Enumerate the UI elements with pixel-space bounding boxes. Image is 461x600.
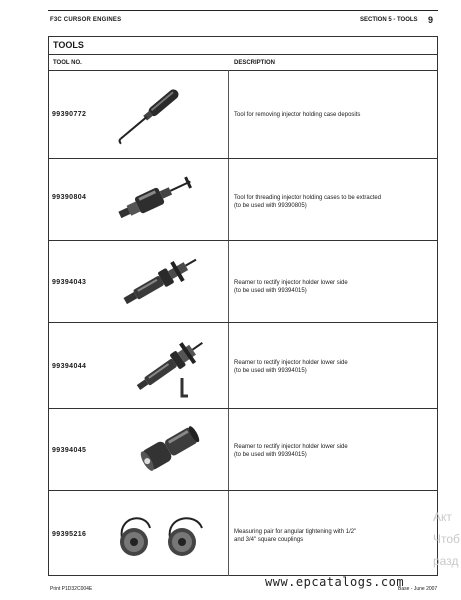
tool-number: 99394044 <box>52 363 87 370</box>
description-line: Reamer to rectify injector holder lower side <box>234 444 348 450</box>
watermark-url: www.epcatalogs.com <box>265 575 405 589</box>
header-rule <box>48 10 438 11</box>
description-line: Reamer to rectify injector holder lower side <box>234 360 348 366</box>
row-divider <box>48 240 438 241</box>
tool-description <box>234 359 434 375</box>
description-line: (to be used with 99394015) <box>234 368 307 374</box>
tool-description <box>234 279 434 295</box>
tool-number: 99390772 <box>52 111 87 118</box>
row-divider <box>48 408 438 409</box>
header-section-title: SECTION 5 - TOOLS <box>360 17 418 23</box>
tool-description <box>234 111 434 119</box>
description-line: Tool for removing injector holding case deposits <box>234 112 361 118</box>
column-header-description: DESCRIPTION <box>234 60 276 66</box>
description-line: Reamer to rectify injector holder lower side <box>234 280 348 286</box>
tool-description <box>234 443 434 459</box>
background-text-fragment: Акт <box>433 510 452 524</box>
description-line: Measuring pair for angular tightening with 1/2" <box>234 529 357 535</box>
column-header-divider <box>48 70 438 71</box>
footer-print-code: Print P1D32C004E <box>50 586 93 592</box>
background-text-fragment: разд <box>433 554 459 568</box>
description-line: and 3/4" square couplings <box>234 537 304 543</box>
description-line: (to be used with 99394015) <box>234 288 307 294</box>
hooked-pick-tool-icon <box>108 84 190 146</box>
tool-number: 99395216 <box>52 531 87 538</box>
description-line: (to be used with 99390805) <box>234 203 307 209</box>
tool-number: 99394045 <box>52 447 87 454</box>
footer-edition: Base - June 2007 <box>398 586 438 592</box>
column-divider <box>228 70 229 576</box>
background-text-fragment: Чтоб <box>433 532 460 546</box>
description-line: Tool for threading injector holding cases to be extracted <box>234 195 382 201</box>
header-manual-title: F3C CURSOR ENGINES <box>50 17 122 23</box>
row-divider <box>48 322 438 323</box>
tool-number: 99394043 <box>52 279 87 286</box>
angular-measuring-pair-icon <box>112 508 212 562</box>
tool-description <box>234 194 434 210</box>
page-number: 9 <box>428 15 434 25</box>
description-line: (to be used with 99394015) <box>234 452 307 458</box>
tool-number: 99390804 <box>52 194 87 201</box>
tool-description <box>234 528 434 544</box>
section-title: TOOLS <box>53 40 84 50</box>
row-divider <box>48 158 438 159</box>
reamer-handle-tool-icon <box>128 336 214 400</box>
title-divider <box>48 54 438 55</box>
reamer-tool-icon <box>116 252 206 310</box>
threading-tool-icon <box>112 168 198 228</box>
row-divider <box>48 490 438 491</box>
column-header-tool-no: TOOL NO. <box>53 60 82 66</box>
reamer-sleeve-tool-icon <box>136 420 208 476</box>
